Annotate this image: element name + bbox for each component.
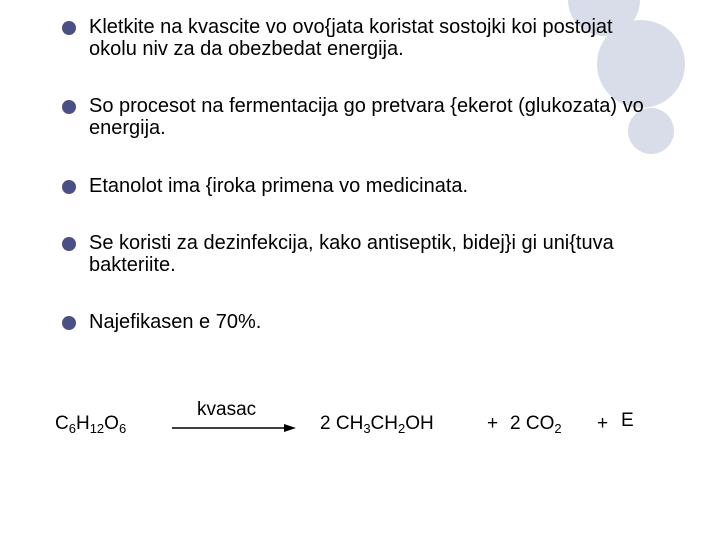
bullet-text: Najefikasen e 70%. <box>89 311 262 333</box>
plus-sign: + <box>597 413 609 434</box>
bullet-text: Etanolot ima {iroka primena vo medicinata. <box>89 175 469 197</box>
reactant-glucose: $C_6H_{12}O_6$ <box>55 413 127 436</box>
arrow-label: kvasac <box>197 399 257 420</box>
reaction-arrow-icon <box>172 424 296 432</box>
product-carbon-dioxide: 2 $CO_2$ <box>510 413 562 436</box>
bullet-text: Se koristi za dezinfekcija, kako antiseptik, bidej}i gi uni{tuva bakteriite. <box>89 232 614 276</box>
product-energy: E <box>621 410 634 431</box>
product-ethanol: 2 $CH_3CH_2OH$ <box>320 413 434 436</box>
bullet-text: So procesot na fermentacija go pretvara {ekerot (glukozata) vo energija. <box>89 95 644 139</box>
plus-sign: + <box>487 413 499 434</box>
bullet-text: Kletkite na kvascite vo ovo{jata koristat sostojki koi postojat okolu niv za da obezbedat energija. <box>89 16 613 60</box>
